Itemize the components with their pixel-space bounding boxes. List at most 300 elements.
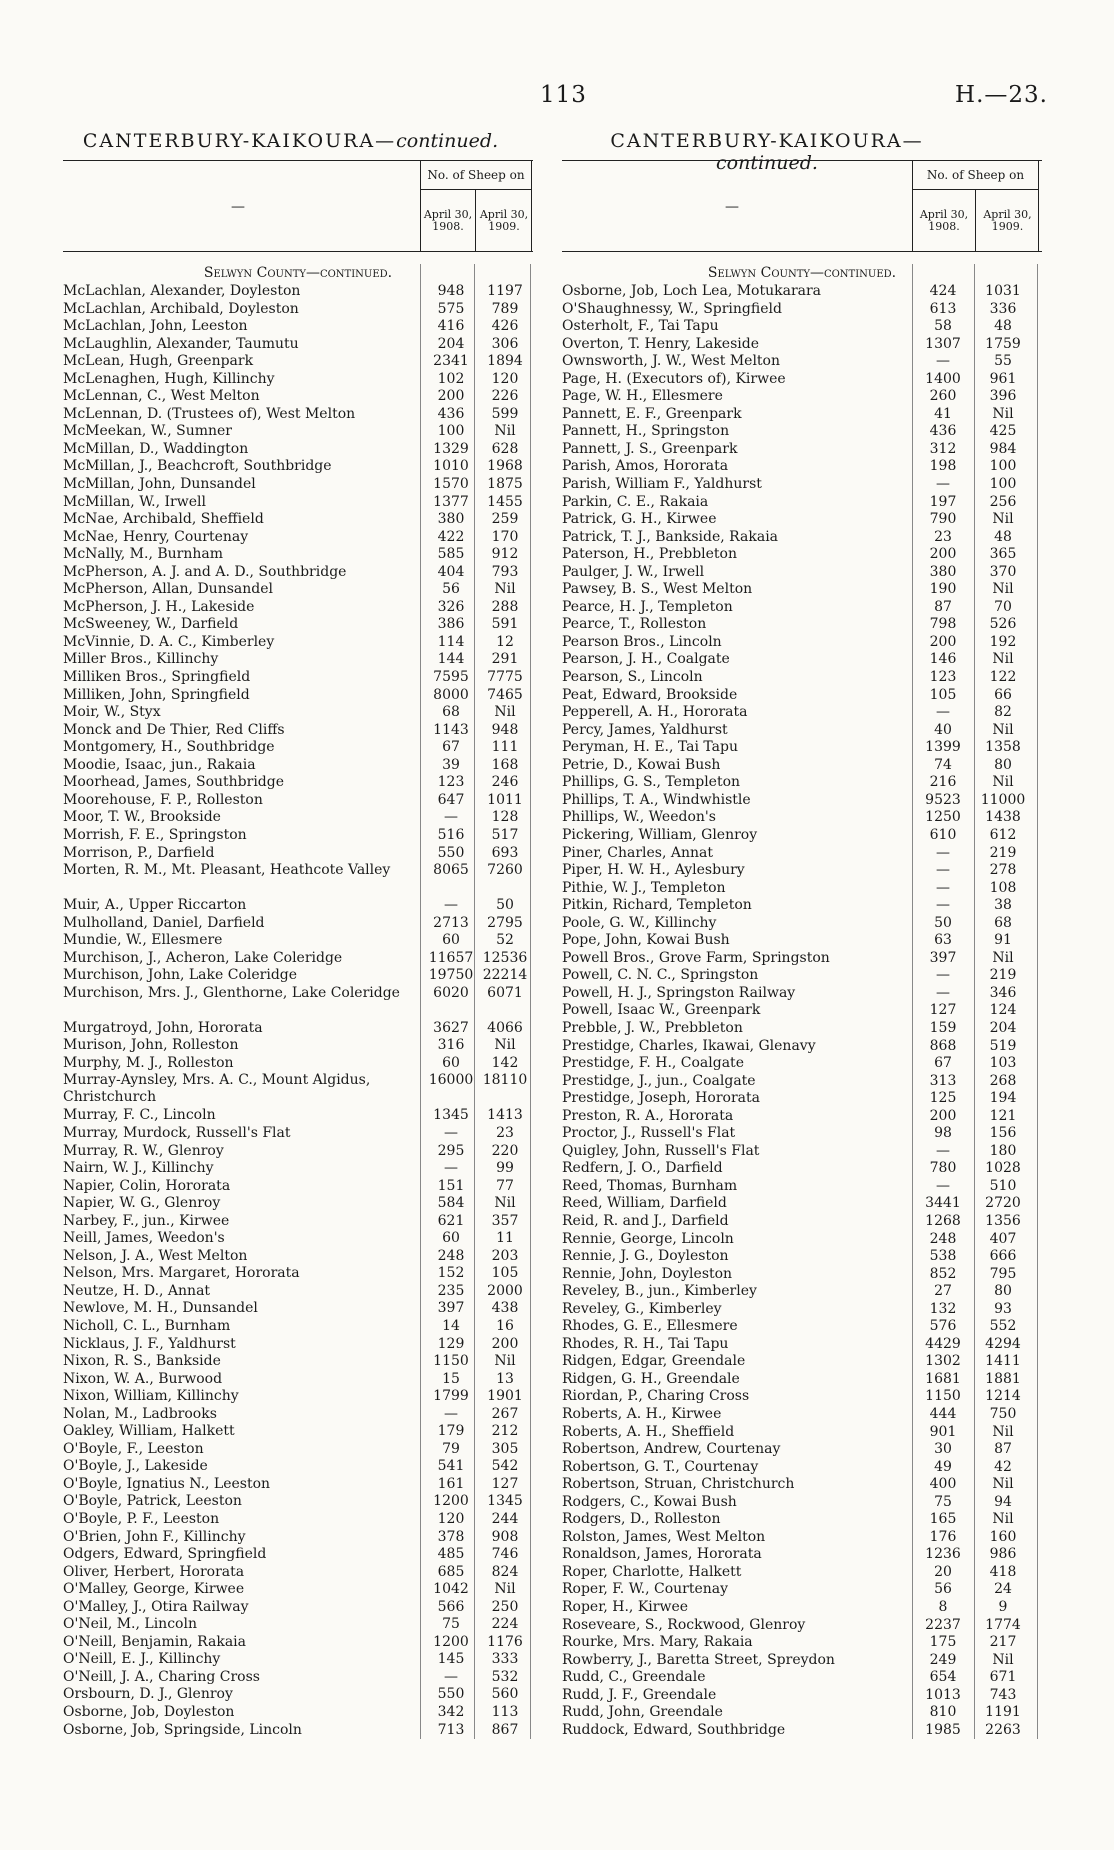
sheep-1909: 795	[989, 1265, 1017, 1282]
table-row	[562, 441, 1042, 459]
owner-name: Murray, R. W., Glenroy	[63, 1142, 224, 1159]
sheep-1908: 1042	[433, 1581, 469, 1598]
table-row	[562, 1002, 1042, 1020]
owner-name: Page, H. (Executors of), Kirwee	[562, 370, 786, 387]
owner-name: Pithie, W. J., Templeton	[562, 879, 726, 896]
sheep-1909: 357	[491, 1212, 519, 1229]
owner-name: Pitkin, Richard, Templeton	[562, 897, 752, 914]
owner-name: Neutze, H. D., Annat	[63, 1282, 211, 1299]
sheep-1908: 20	[934, 1563, 952, 1580]
sheep-1909: 42	[994, 1458, 1012, 1475]
table-row	[562, 1494, 1042, 1512]
owner-name: Rolston, James, West Melton	[562, 1528, 766, 1545]
sheep-1908: 200	[929, 1107, 957, 1124]
owner-name: Rhodes, G. E., Ellesmere	[562, 1318, 738, 1335]
sheep-1908: 378	[437, 1528, 465, 1545]
sheep-1908: 1143	[433, 721, 469, 738]
table-row	[63, 1353, 533, 1371]
owner-name: Moorehouse, F. P., Rolleston	[63, 791, 263, 808]
owner-name: Ridgen, G. H., Greendale	[562, 1370, 740, 1387]
sheep-1909: 22214	[482, 967, 528, 984]
owner-name: McSweeney, W., Darfield	[63, 616, 239, 633]
owner-name: Moor, T. W., Brookside	[63, 809, 221, 826]
owner-name: Preston, R. A., Hororata	[562, 1107, 734, 1124]
sheep-1909: 517	[491, 826, 519, 843]
table-row	[63, 1020, 533, 1038]
table-row	[562, 406, 1042, 424]
owner-name: O'Brien, John F., Killinchy	[63, 1528, 246, 1545]
sheep-1908: 8000	[433, 686, 469, 703]
table-row	[562, 809, 1042, 827]
owner-name: Percy, James, Yaldhurst	[562, 721, 728, 738]
owner-name: Osborne, Job, Doyleston	[63, 1704, 235, 1721]
table-row	[63, 1406, 533, 1424]
left-column-title	[63, 130, 518, 160]
owner-name: Rennie, George, Lincoln	[562, 1230, 734, 1247]
sheep-1908: 948	[437, 283, 465, 299]
owner-name: O'Neill, J. A., Charing Cross	[63, 1668, 260, 1685]
sheep-1909: 1214	[985, 1388, 1021, 1405]
sheep-1909: 103	[989, 1055, 1017, 1072]
owner-name: Parish, William F., Yaldhurst	[562, 476, 762, 493]
sheep-1909: 552	[989, 1318, 1017, 1335]
table-row	[562, 687, 1042, 705]
owner-name: Pannett, E. F., Greenpark	[562, 405, 742, 422]
table-row	[63, 651, 533, 669]
sheep-1908: 550	[437, 844, 465, 861]
owner-name: Prestidge, J., jun., Coalgate	[562, 1072, 756, 1089]
table-row	[63, 1265, 533, 1283]
sheep-1909: Nil	[992, 721, 1014, 738]
owner-name: Piper, H. W. H., Aylesbury	[562, 862, 745, 879]
table-row	[63, 1704, 533, 1722]
sheep-1909: 220	[491, 1142, 519, 1159]
sub-header-1908: April 30, 1908.	[423, 207, 473, 233]
right-rows	[562, 283, 1042, 1739]
table-row	[63, 301, 533, 319]
sheep-1909: 170	[491, 528, 519, 545]
table-row	[63, 1230, 533, 1248]
sheep-1909: 12	[496, 633, 514, 650]
sheep-1909: 1413	[487, 1107, 523, 1124]
owner-name: Murchison, J., Acheron, Lake Coleridge	[63, 949, 343, 966]
sheep-1909: 108	[989, 879, 1017, 896]
sheep-1908: 1268	[925, 1212, 961, 1229]
sheep-1908: 114	[437, 633, 465, 650]
table-row	[63, 932, 533, 950]
sheep-1908: 342	[437, 1704, 465, 1721]
table-row	[63, 1283, 533, 1301]
owner-name: Page, W. H., Ellesmere	[562, 388, 723, 405]
sheep-1908: 1236	[925, 1546, 961, 1563]
owner-name: Monck and De Thier, Red Cliffs	[63, 721, 285, 738]
sheep-1909: 18110	[482, 1072, 528, 1089]
owner-name: Robertson, G. T., Courtenay	[562, 1458, 759, 1475]
sheep-1909: Nil	[992, 1423, 1014, 1440]
sheep-1908: 550	[437, 1686, 465, 1703]
table-row	[562, 651, 1042, 669]
owner-name: O'Malley, George, Kirwee	[63, 1581, 245, 1598]
sheep-1909: 111	[491, 739, 519, 756]
sheep-1908: 295	[437, 1142, 465, 1159]
sheep-1909: 127	[491, 1475, 519, 1492]
sheep-1908: —	[936, 476, 950, 493]
sheep-1908: 436	[437, 405, 465, 422]
sheep-1909: 7465	[487, 686, 523, 703]
sheep-1909: 1028	[985, 1160, 1021, 1177]
owner-name: Redfern, J. O., Darfield	[562, 1160, 723, 1177]
table-row	[562, 1564, 1042, 1582]
sheep-1908: 249	[929, 1651, 957, 1668]
page-reference: H.—23.	[955, 82, 1048, 108]
table-row	[562, 1231, 1042, 1249]
owner-name: O'Boyle, F., Leeston	[63, 1440, 204, 1457]
table-row	[63, 1107, 533, 1125]
sheep-1909: 219	[989, 844, 1017, 861]
sheep-1908: 102	[437, 370, 465, 387]
owner-name: McNally, M., Burnham	[63, 546, 224, 563]
sheep-1908: 1013	[925, 1686, 961, 1703]
sheep-1908: 74	[934, 756, 952, 773]
sheep-1909: 23	[496, 1124, 514, 1141]
owner-name: Moorhead, James, Southbridge	[63, 774, 285, 791]
sheep-1908: 9523	[925, 791, 961, 808]
owner-name: Nelson, Mrs. Margaret, Hororata	[63, 1265, 300, 1282]
owner-name: O'Boyle, J., Lakeside	[63, 1458, 208, 1475]
owner-name: Osborne, Job, Loch Lea, Motukarara	[562, 283, 822, 299]
title-continued: continued.	[396, 130, 499, 152]
table-row	[562, 301, 1042, 319]
sheep-1909: 912	[491, 546, 519, 563]
sheep-1909: 11000	[980, 791, 1026, 808]
sheep-1908: 585	[437, 546, 465, 563]
sheep-1908: 56	[442, 581, 460, 598]
sheep-1908: 16000	[428, 1072, 474, 1089]
owner-name: Robertson, Andrew, Courtenay	[562, 1441, 781, 1458]
sheep-1908: 7595	[433, 669, 469, 686]
owner-name: Phillips, G. S., Templeton	[562, 774, 741, 791]
owner-name: Murchison, Mrs. J., Glenthorne, Lake Coleridge	[63, 984, 400, 1001]
sheep-1909: 560	[491, 1686, 519, 1703]
table-row	[562, 897, 1042, 915]
sheep-1908: 216	[929, 774, 957, 791]
table-row	[562, 985, 1042, 1003]
sheep-1909: 750	[989, 1406, 1017, 1422]
owner-name: Reveley, B., jun., Kimberley	[562, 1283, 757, 1300]
sheep-1908: 200	[929, 546, 957, 563]
table-row	[562, 336, 1042, 354]
sub-header-1909: April 30, 1909.	[975, 190, 1039, 251]
sheep-1908: 1302	[925, 1353, 961, 1370]
table-row	[63, 827, 533, 845]
owner-name: Nolan, M., Ladbrooks	[63, 1405, 217, 1422]
sheep-1909: 1774	[985, 1616, 1021, 1633]
sheep-1909: 212	[491, 1423, 519, 1440]
sheep-1909: 346	[989, 984, 1017, 1001]
sheep-1909: 244	[491, 1511, 519, 1527]
owner-name: O'Malley, J., Otira Railway	[63, 1598, 249, 1615]
sheep-1909: Nil	[992, 1511, 1014, 1528]
sheep-1909: 124	[989, 1002, 1017, 1019]
sheep-1908: 316	[437, 1037, 465, 1054]
sheep-1908: 1985	[925, 1721, 961, 1738]
sheep-1908: 260	[929, 388, 957, 405]
sheep-1909: 267	[491, 1405, 519, 1422]
sheep-1909: 203	[491, 1247, 519, 1264]
owner-name: McLachlan, Archibald, Doyleston	[63, 300, 299, 317]
owner-name: Reed, William, Darfield	[562, 1195, 727, 1212]
owner-name: Oakley, William, Halkett	[63, 1423, 235, 1440]
owner-name: Roper, F. W., Courtenay	[562, 1581, 729, 1598]
sheep-1908: —	[444, 897, 458, 914]
sheep-1909: 365	[989, 546, 1017, 563]
sheep-1908: 416	[437, 318, 465, 335]
sheep-1908: 60	[442, 1054, 460, 1071]
owner-name: Pepperell, A. H., Hororata	[562, 704, 748, 721]
sheep-1908: 123	[929, 669, 957, 686]
sheep-1908: 516	[437, 826, 465, 843]
sheep-1908: 1010	[433, 458, 469, 475]
sheep-1908: 541	[437, 1458, 465, 1475]
sheep-1908: 67	[442, 739, 460, 756]
table-row	[63, 862, 533, 897]
sheep-1908: 654	[929, 1669, 957, 1686]
owner-name: Peryman, H. E., Tai Tapu	[562, 739, 738, 756]
sheep-1909: 1011	[487, 791, 523, 808]
table-row	[63, 1072, 533, 1107]
owner-name: Peat, Edward, Brookside	[562, 686, 738, 703]
owner-name: Newlove, M. H., Dunsandel	[63, 1300, 258, 1317]
sheep-1909: Nil	[992, 949, 1014, 966]
sheep-1908: 1799	[433, 1388, 469, 1405]
owner-name: Muir, A., Upper Riccarton	[63, 897, 247, 914]
table-row	[562, 458, 1042, 476]
sheep-1908: 647	[437, 791, 465, 808]
owner-name: Pearce, T., Rolleston	[562, 616, 707, 633]
sheep-1909: 48	[994, 528, 1012, 545]
table-row	[562, 1704, 1042, 1722]
sheep-1909: 333	[491, 1651, 519, 1668]
table-row	[562, 616, 1042, 634]
sheep-1909: 867	[491, 1721, 519, 1738]
owner-name: Reed, Thomas, Burnham	[562, 1177, 738, 1194]
table-row	[562, 1336, 1042, 1354]
table-row	[562, 529, 1042, 547]
sheep-1909: 180	[989, 1142, 1017, 1159]
owner-name: McMillan, D., Waddington	[63, 440, 249, 457]
sheep-1909: 256	[989, 493, 1017, 510]
sheep-1908: 39	[442, 756, 460, 773]
table-row	[562, 1090, 1042, 1108]
owner-name: O'Boyle, Ignatius N., Leeston	[63, 1475, 271, 1492]
owner-name: Osborne, Job, Springside, Lincoln	[63, 1721, 302, 1738]
owner-name: Poole, G. W., Killinchy	[562, 914, 717, 931]
sheep-1908: 87	[934, 598, 952, 615]
table-row	[63, 722, 533, 740]
owner-name: Phillips, W., Weedon's	[562, 809, 716, 826]
owner-name: Rourke, Mrs. Mary, Rakaia	[562, 1634, 753, 1651]
table-row	[562, 1441, 1042, 1459]
sheep-1909: 1968	[487, 458, 523, 475]
owner-name: McLachlan, Alexander, Doyleston	[63, 283, 301, 299]
table-row	[562, 739, 1042, 757]
table-row	[562, 1388, 1042, 1406]
table-row	[562, 423, 1042, 441]
owner-name: Nelson, J. A., West Melton	[63, 1247, 248, 1264]
sheep-1909: 259	[491, 511, 519, 528]
sheep-1909: 526	[989, 616, 1017, 633]
table-row	[63, 1599, 533, 1617]
sheep-1908: 312	[929, 440, 957, 457]
owner-name: Ridgen, Edgar, Greendale	[562, 1353, 746, 1370]
table-row	[63, 1318, 533, 1336]
sheep-1908: 49	[934, 1458, 952, 1475]
sheep-1908: 1681	[925, 1370, 961, 1387]
owner-name: Murgatroyd, John, Hororata	[63, 1019, 263, 1036]
sheep-1909: 1345	[487, 1493, 523, 1510]
sheep-1908: 4429	[925, 1335, 961, 1352]
sheep-1909: Nil	[494, 1195, 516, 1212]
table-row	[63, 1634, 533, 1652]
table-row	[63, 739, 533, 757]
sheep-1909: 38	[994, 897, 1012, 914]
owner-name: Rudd, John, Greendale	[562, 1704, 723, 1721]
header-dash: —	[725, 199, 739, 215]
group-label: No. of Sheep on	[421, 161, 531, 190]
right-column-title	[562, 130, 972, 174]
sheep-1909: 156	[989, 1125, 1017, 1142]
sheep-1908: 404	[437, 563, 465, 580]
sheep-1908: 1329	[433, 440, 469, 457]
owner-name: Mundie, W., Ellesmere	[63, 932, 223, 949]
owner-name: Phillips, T. A., Windwhistle	[562, 791, 751, 808]
sheep-1909: Nil	[494, 1037, 516, 1054]
sheep-1909: 599	[491, 405, 519, 422]
owner-name: Morrison, P., Darfield	[63, 844, 215, 861]
table-row	[63, 1037, 533, 1055]
sheep-1909: 9	[998, 1599, 1008, 1616]
sheep-1908: 380	[929, 563, 957, 580]
sheep-1908: —	[936, 862, 950, 879]
sheep-1908: 123	[437, 774, 465, 791]
table-row	[562, 704, 1042, 722]
sheep-1909: 948	[491, 721, 519, 738]
sheep-1909: 4294	[985, 1335, 1021, 1352]
group-label: No. of Sheep on	[913, 161, 1038, 190]
owner-name: Reid, R. and J., Darfield	[562, 1212, 729, 1229]
table-row	[562, 1652, 1042, 1670]
table-row	[63, 599, 533, 617]
table-row	[562, 1020, 1042, 1038]
sheep-1908: 40	[934, 721, 952, 738]
table-row	[562, 722, 1042, 740]
table-row	[63, 967, 533, 985]
table-row	[562, 1213, 1042, 1231]
sheep-1909: 128	[491, 809, 519, 826]
sheep-1909: 425	[989, 423, 1017, 440]
table-row	[63, 1511, 533, 1529]
sheep-1908: 60	[442, 932, 460, 949]
sheep-1909: 120	[491, 370, 519, 387]
section-heading: Selwyn County—continued.	[707, 265, 897, 281]
table-row	[562, 845, 1042, 863]
sheep-1908: 248	[929, 1230, 957, 1247]
table-row	[562, 1038, 1042, 1056]
sheep-1908: 67	[934, 1055, 952, 1072]
sheep-1909: 16	[496, 1317, 514, 1334]
sheep-1909: 11	[496, 1230, 514, 1247]
owner-name: McLennan, D. (Trustees of), West Melton	[63, 405, 356, 422]
table-row	[562, 1301, 1042, 1319]
table-row	[562, 757, 1042, 775]
table-row	[562, 792, 1042, 810]
sheep-1909: 100	[989, 476, 1017, 493]
sheep-1908: —	[444, 1668, 458, 1685]
sheep-1909: 396	[989, 388, 1017, 405]
owner-name: Osterholt, F., Tai Tapu	[562, 318, 719, 335]
owner-name: Napier, Colin, Hororata	[63, 1177, 231, 1194]
sheep-1908: 1200	[433, 1493, 469, 1510]
header-dash: —	[231, 199, 245, 215]
sheep-1908: 125	[929, 1090, 957, 1107]
sheep-1908: —	[936, 984, 950, 1001]
sheep-1909: 407	[989, 1230, 1017, 1247]
sheep-1909: Nil	[992, 651, 1014, 668]
title-main: CANTERBURY-KAIKOURA—	[610, 130, 924, 152]
sheep-1908: 127	[929, 1002, 957, 1019]
table-row	[63, 1195, 533, 1213]
table-row	[63, 318, 533, 336]
owner-name: Odgers, Edward, Springfield	[63, 1546, 267, 1563]
sheep-1909: 908	[491, 1528, 519, 1545]
table-row	[562, 371, 1042, 389]
table-row	[63, 283, 533, 301]
sheep-1908: 2237	[925, 1616, 961, 1633]
sheep-1908: 175	[929, 1634, 957, 1651]
table-row	[63, 1458, 533, 1476]
left-table-header	[63, 160, 533, 252]
owner-name: Morrish, F. E., Springston	[63, 826, 247, 843]
owner-name: Narbey, F., jun., Kirwee	[63, 1212, 230, 1229]
table-row	[562, 511, 1042, 529]
sheep-1909: 224	[491, 1616, 519, 1633]
owner-name: McMillan, W., Irwell	[63, 493, 206, 510]
table-row	[562, 1143, 1042, 1161]
table-row	[562, 494, 1042, 512]
sheep-1909: 1901	[487, 1388, 523, 1405]
owner-name: Proctor, J., Russell's Flat	[562, 1125, 736, 1142]
right-table-header	[562, 160, 1042, 252]
sheep-1908: 3441	[925, 1195, 961, 1212]
owner-name: Nairn, W. J., Killinchy	[63, 1160, 214, 1177]
sheep-1908: 810	[929, 1704, 957, 1721]
sheep-1909: 336	[989, 300, 1017, 317]
owner-name: Neill, James, Weedon's	[63, 1230, 225, 1247]
sheep-1908: 235	[437, 1282, 465, 1299]
sheep-1909: 200	[491, 1335, 519, 1352]
sheep-1909: 168	[491, 756, 519, 773]
sheep-1909: 91	[994, 932, 1012, 949]
sheep-1909: 370	[989, 563, 1017, 580]
sheep-1909: 121	[989, 1107, 1017, 1124]
owner-name: Reveley, G., Kimberley	[562, 1300, 722, 1317]
sheep-1908: 380	[437, 511, 465, 528]
table-row	[63, 1055, 533, 1073]
sheep-1908: 780	[929, 1160, 957, 1177]
sheep-1909: 204	[989, 1019, 1017, 1036]
sheep-1908: 19750	[428, 967, 474, 984]
sheep-1908: 575	[437, 300, 465, 317]
